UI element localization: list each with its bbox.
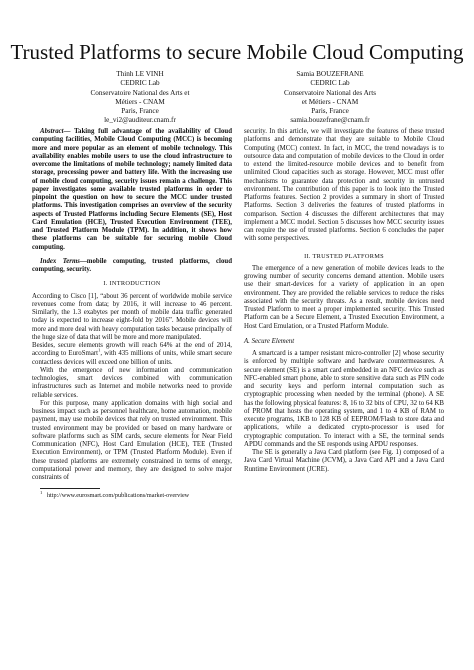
author-city: Paris, France [121, 107, 159, 116]
paper-title: Trusted Platforms to secure Mobile Cloud Computing [10, 40, 464, 64]
author-institution: Conservatoire National des Arts [283, 88, 377, 97]
index-terms [32, 258, 232, 275]
intro-paragraph: With the emergence of new information and communication technologies, smart devices combined with communication infrastructures such as Internet and mobile networks need to provide reliable services. [32, 366, 232, 399]
author-name: Thinh LE VINH [116, 70, 164, 78]
author-institution-2: et Métiers - CNAM [301, 97, 359, 106]
intro-paragraph-text: Besides, secure elements growth will reach 64% at the end of 2014, according to EuroSmart [32, 342, 232, 358]
author-email: le_vi2@auditeur.cnam.fr [104, 116, 176, 125]
abstract-label: Abstract— [40, 128, 71, 135]
intro-paragraph: For this purpose, many application domains with high social and business impact such as personnel healthcare, home automation, mobile payment, may use mobile devices that rely on trusted environment. This trusted environment may be provided or based on many hardware or software platforms such as SIM cards, secure elements for Near Field Communication (NFC), Host Card Emulation (HCE), TEE (Trusted Execution Environment), or TPM (Trusted Platform Module). Even if these trusted platforms are extremely constrained in terms of energy, computational power and memory, they are designed to solve major constraints of [32, 399, 232, 481]
footnote-rule [40, 488, 100, 489]
author-email: samia.bouzefrane@cnam.fr [290, 116, 370, 125]
author-institution-2: Métiers - CNAM [115, 97, 165, 106]
footnote-mark: 1 [98, 347, 101, 353]
footnote [32, 492, 232, 500]
author-lab: CEDRIC Lab [120, 79, 160, 88]
footnote-number: 1 [40, 490, 43, 496]
left-column [32, 128, 232, 500]
subsection-paragraph: A smartcard is a tamper resistant micro-controller [2] whose security is enforced by multiple software and hardware countermeasures. A secure element (SE) is a smart card embedded in an NFC device such as NFC-enabled smart phone, able to store sensitive data such as PIN code and security keys and perform internal computation such as cryptographic processing when needed by the terminal (phone). A SE has the following physical features: 8, 16 to 32 bits of CPU, 32 to 64 KB of PROM that hosts the operating system, and 1 to 4 KB of RAM to execute programs, 1KB to 128 KB of EEPROM/Flash to store data and applications, while a dedicated crypto-processor is used for cryptographic computation. To interact with a SE, the terminal sends APDU commands and the SE responds using APDU responses. [244, 350, 444, 448]
subsection-paragraph: The SE is generally a Java Card platform (see Fig. 1) composed of a Java Card Virtual Machine (JCVM), a Java Card API and a Java Card Runtime Environment (JCRE). [244, 449, 444, 473]
subsection-heading-secure-element: A. Secure Element [244, 337, 295, 345]
intro-continued-paragraph: security. In this article, we will investigate the features of these trusted platforms and demonstrate that they are suitable to Mobile Cloud Computing (MCC) context. In fact, in MCC, the trend nowadays is to outsource data and computation of mobile devices to the Cloud in order to extend the limited-resource mobile devices and to benefit from unlimited Cloud capacities such as storage. However, MCC must offer mechanisms to guarantee data protection and security in untrusted environment. The contribution of this paper is to look into the Trusted Platforms features. Section 2 provides a summary in short of Trusted Platforms. Section 3 deliveries the features of trusted platforms in comparison. Section 4 discusses the different architectures that may implement a MCC model. Section 5 discusses how MCC security issues can require the use of trusted platforms. Section 6 concludes the paper with some perspectives. [244, 128, 444, 243]
author-institution: Conservatoire National des Arts et [90, 88, 190, 97]
author-block-2 [250, 70, 410, 126]
section-paragraph: The emergence of a new generation of mobile devices leads to the growing number of security concerns demand attention. Mobile users use their smart-devices for a variety of application in an open environment. They are provided the reliable services to reduce the risks associated with the security threats. As a result, mobile devices need Trusted Platform to meet a proper implemented security. This Trusted Platform can be a Secure Element, a Trusted Execution Environment, a Host Card Emulation, or a Trusted Platform Module. [244, 264, 444, 330]
author-lab: CEDRIC Lab [310, 79, 350, 88]
section-heading-trusted-platforms: II. TRUSTED PLATFORMS [304, 252, 384, 260]
author-name: Samia BOUZEFRANE [296, 70, 364, 78]
abstract-text: Taking full advantage of the availability of Cloud computing facilities, Mobile Cloud Computing (MCC) is becoming more and more popular as an element of mobile technology. This availability enables mobile users to use the cloud infrastructure to overcome the limitations of mobile technology; namely limited data storage, processing power and battery life. With the increasing use of mobile cloud computing, security issues remain a challenge. This paper investigates some available trusted platforms in order to pinpoint the question on how to secure the MCC under trusted platforms. This investigation comprises an overview of the security aspects of Trusted Platforms including Secure Elements (SE), Host Card Emulation (HCE), Trusted Execution Environment (TEE), and Trusted Platform Module (TPM). In addition, it shows how these platforms can be suitable for securing mobile Cloud computing. [32, 128, 232, 251]
intro-paragraph [32, 342, 232, 367]
author-city: Paris, France [311, 107, 349, 116]
author-block-1 [60, 70, 220, 126]
intro-paragraph: According to Cisco [1], “about 36 percent of worldwide mobile service revenues come from data; by 2016, it will increase to 46 percent. Similarly, the 1.3 exabytes per month of mobile data traffic generated today is expected to increase eight-fold by 2016”. Mobile devices will more and more deal with heavy computation tasks because principally of the huge size of data that will be more and more manipulated. [32, 292, 232, 341]
footnote-text: http://www.eurosmart.com/publications/market-overview [46, 492, 190, 500]
abstract [32, 128, 232, 252]
section-heading-introduction: I. INTRODUCTION [103, 280, 161, 288]
index-terms-label: Index Terms [40, 257, 80, 265]
intro-paragraph-tail: , with 435 millions of units, while smart secure contactless devices will exceed one billion of units. [32, 350, 232, 366]
index-terms-text: —mobile computing, trusted platforms, cloud computing, security. [32, 257, 232, 273]
right-column [244, 128, 444, 474]
